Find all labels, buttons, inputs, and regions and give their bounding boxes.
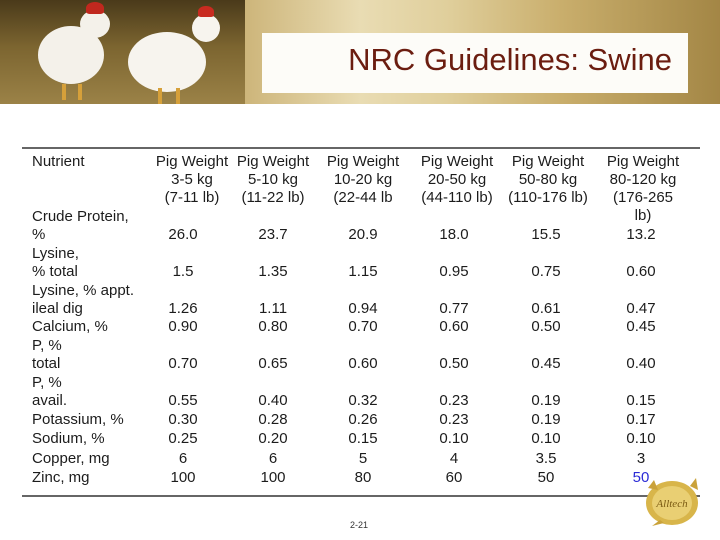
cell-lysine-ileal: 0.77	[439, 300, 469, 317]
cell-sodium: 0.10	[531, 430, 561, 447]
row-label: P, %	[32, 337, 62, 354]
cell-zinc: 100	[260, 469, 286, 486]
column-header-lb: (110-176 lb)	[508, 189, 588, 206]
cell-p-total: 0.60	[348, 355, 378, 372]
column-header-range: 50-80 kg	[518, 171, 578, 188]
column-header-label: Pig Weight	[236, 153, 310, 170]
hen-leg-icon	[62, 84, 66, 100]
hen-head-icon	[80, 10, 110, 38]
cell-crude-protein: 15.5	[531, 226, 561, 243]
cell-p-avail: 0.32	[348, 392, 378, 409]
column-header-range: 80-120 kg	[609, 171, 677, 188]
column-header-lb: (11-22 lb)	[241, 189, 305, 206]
column-header-range: 5-10 kg	[247, 171, 299, 188]
cell-p-total: 0.45	[531, 355, 561, 372]
hen-leg-icon	[158, 88, 162, 104]
cell-lysine-total: 1.15	[348, 263, 378, 280]
cell-potassium: 0.26	[348, 411, 378, 428]
cell-lysine-ileal: 0.94	[348, 300, 378, 317]
column-header-lb: (7-11 lb)	[164, 189, 220, 206]
cell-lysine-total: 1.35	[258, 263, 288, 280]
column-header-label: Pig Weight	[606, 153, 680, 170]
cell-zinc: 60	[445, 469, 463, 486]
cell-potassium: 0.19	[531, 411, 561, 428]
hen-comb-icon	[198, 6, 214, 17]
cell-copper: 6	[178, 450, 188, 467]
hen-body-icon	[128, 32, 206, 92]
row-label: avail.	[32, 392, 68, 409]
column-header-label: Pig Weight	[326, 153, 400, 170]
logo-text: Alltech	[656, 498, 688, 510]
row-label: % total	[32, 263, 78, 280]
cell-lysine-total: 0.60	[626, 263, 656, 280]
cell-p-avail: 0.15	[626, 392, 656, 409]
cell-zinc: 100	[170, 469, 196, 486]
column-header-lb: (44-110 lb)	[421, 189, 493, 206]
row-label: Lysine, % appt.	[32, 282, 135, 299]
row-label: Potassium, %	[32, 411, 124, 428]
cell-potassium: 0.30	[168, 411, 198, 428]
top-rule	[22, 147, 700, 149]
cell-sodium: 0.25	[168, 430, 198, 447]
cell-p-total: 0.65	[258, 355, 288, 372]
slide-title: NRC Guidelines: Swine	[348, 42, 672, 77]
alltech-logo	[632, 476, 708, 528]
cell-calcium: 0.45	[626, 318, 656, 335]
hen-comb-icon	[86, 2, 104, 14]
row-label: Sodium, %	[32, 430, 105, 447]
cell-copper: 5	[358, 450, 368, 467]
cell-copper: 3	[636, 450, 646, 467]
cell-lysine-total: 0.95	[439, 263, 469, 280]
hen-head-icon	[192, 14, 220, 42]
column-header-range: 10-20 kg	[333, 171, 393, 188]
column-header-label: Pig Weight	[420, 153, 494, 170]
cell-p-total: 0.40	[626, 355, 656, 372]
row-label: Copper, mg	[32, 450, 110, 467]
cell-potassium: 0.17	[626, 411, 656, 428]
cell-lysine-ileal: 1.26	[168, 300, 198, 317]
row-label: Zinc, mg	[32, 469, 90, 486]
cell-calcium: 0.50	[531, 318, 561, 335]
cell-copper: 4	[449, 450, 459, 467]
column-header-range: 3-5 kg	[171, 171, 213, 188]
page-number: 2-21	[350, 520, 369, 530]
cell-p-avail: 0.19	[531, 392, 561, 409]
cell-potassium: 0.28	[258, 411, 288, 428]
row-label: total	[32, 355, 61, 372]
cell-calcium: 0.70	[348, 318, 378, 335]
cell-sodium: 0.10	[626, 430, 656, 447]
nutrient-header: Nutrient	[32, 153, 85, 170]
column-header-label: Pig Weight	[155, 153, 229, 170]
row-label: Calcium, %	[32, 318, 108, 335]
cell-p-total: 0.50	[439, 355, 469, 372]
cell-lysine-ileal: 0.47	[626, 300, 656, 317]
row-label: Lysine,	[32, 245, 79, 262]
cell-lysine-total: 0.75	[531, 263, 561, 280]
cell-lysine-ileal: 0.61	[531, 300, 561, 317]
hen-leg-icon	[78, 84, 82, 100]
column-header-label: Pig Weight	[511, 153, 585, 170]
cell-crude-protein: 23.7	[258, 226, 288, 243]
cell-crude-protein: 13.2	[626, 226, 656, 243]
row-label: P, %	[32, 374, 62, 391]
cell-crude-protein: 26.0	[168, 226, 198, 243]
cell-lysine-total: 1.5	[172, 263, 194, 280]
row-label: Crude Protein,	[32, 208, 129, 225]
cell-p-avail: 0.23	[439, 392, 469, 409]
row-label: %	[32, 226, 46, 243]
cell-calcium: 0.60	[439, 318, 469, 335]
cell-crude-protein: 18.0	[439, 226, 469, 243]
cell-crude-protein: 20.9	[348, 226, 378, 243]
cell-p-avail: 0.55	[168, 392, 198, 409]
chickens-photo	[0, 0, 245, 104]
cell-zinc: 50	[632, 469, 650, 486]
cell-sodium: 0.20	[258, 430, 288, 447]
cell-potassium: 0.23	[439, 411, 469, 428]
cell-calcium: 0.80	[258, 318, 288, 335]
column-header-lb2: lb)	[634, 207, 652, 224]
cell-copper: 6	[268, 450, 278, 467]
bottom-rule	[22, 495, 700, 497]
row-label: ileal dig	[32, 300, 83, 317]
column-header-lb: (22-44 lb	[333, 189, 393, 206]
column-header-range: 20-50 kg	[427, 171, 487, 188]
cell-calcium: 0.90	[168, 318, 198, 335]
hen-leg-icon	[176, 88, 180, 104]
cell-zinc: 50	[537, 469, 555, 486]
cell-lysine-ileal: 1.11	[258, 300, 288, 317]
cell-p-avail: 0.40	[258, 392, 288, 409]
cell-sodium: 0.15	[348, 430, 378, 447]
cell-sodium: 0.10	[439, 430, 469, 447]
column-header-lb: (176-265	[612, 189, 674, 206]
cell-zinc: 80	[354, 469, 372, 486]
cell-p-total: 0.70	[168, 355, 198, 372]
cell-copper: 3.5	[535, 450, 557, 467]
